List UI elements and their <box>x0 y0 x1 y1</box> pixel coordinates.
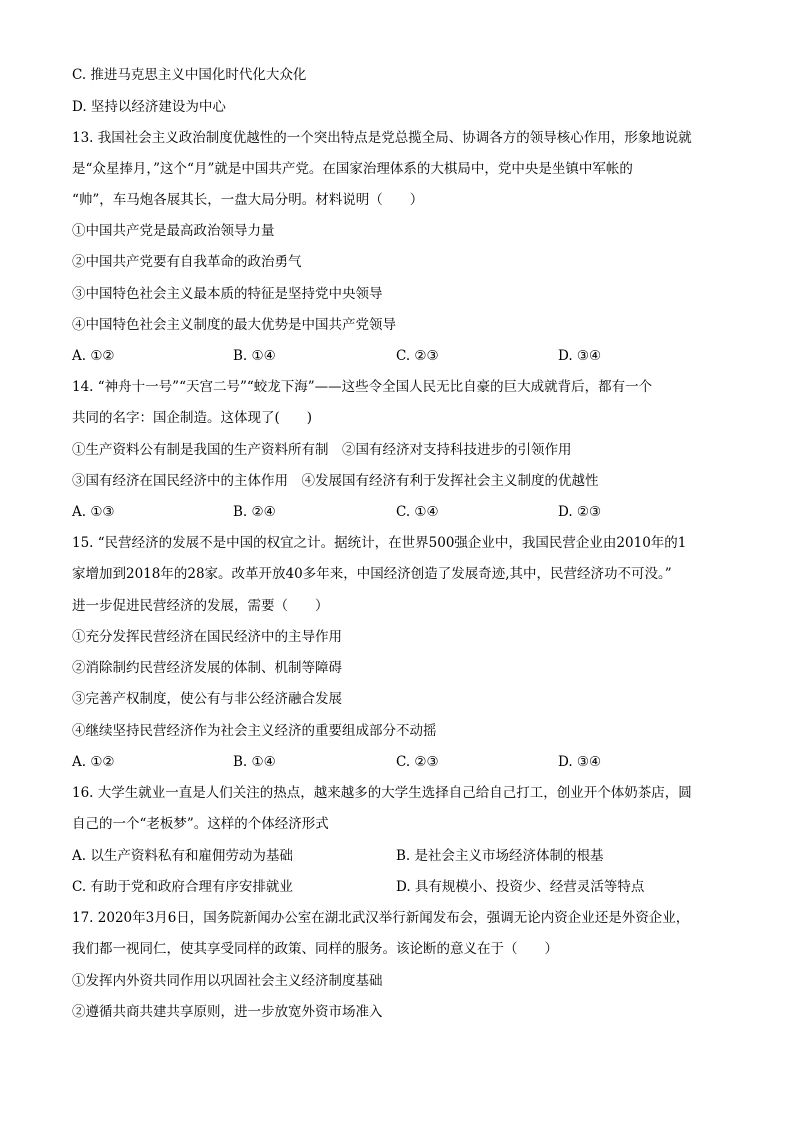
q13-choice-b: B. ①④ <box>233 348 276 364</box>
q14-stem-line-1: 14. “神舟十一号”“天宫二号”“蛟龙下海”——这些令全国人民无比自豪的巨大成就背后，都有一个 <box>72 379 653 395</box>
q15-choice-b: B. ①④ <box>233 754 276 770</box>
q14-items-line-1: ①生产资料公有制是我国的生产资料所有制 ②国有经济对支持科技进步的引领作用 <box>72 442 572 458</box>
q14-items-line-2: ③国有经济在国民经济中的主体作用 ④发展国有经济有利于发挥社会主义制度的优越性 <box>72 473 599 489</box>
q13-item-4: ④中国特色社会主义制度的最大优势是中国共产党领导 <box>72 317 396 333</box>
q13-choice-a: A. ①② <box>72 348 115 364</box>
q15-item-2: ②消除制约民营经济发展的体制、机制等障碍 <box>72 660 342 676</box>
q17-item-1: ①发挥内外资共同作用以巩固社会主义经济制度基础 <box>72 973 383 989</box>
q14-choice-b: B. ②④ <box>233 504 276 520</box>
q14-choice-c: C. ①④ <box>396 504 439 520</box>
q15-item-4: ④继续坚持民营经济作为社会主义经济的重要组成部分不动摇 <box>72 723 437 739</box>
q17-stem-line-2: 我们都一视同仁，使其享受同样的政策、同样的服务。该论断的意义在于（ ） <box>72 941 558 957</box>
q16-choice-d: D. 具有规模小、投资少、经营灵活等特点 <box>396 879 645 895</box>
q15-choice-d: D. ③④ <box>558 754 602 770</box>
q16-choice-b: B. 是社会主义市场经济体制的根基 <box>396 848 604 864</box>
q16-choice-a: A. 以生产资料私有和雇佣劳动为基础 <box>72 848 293 864</box>
q13-stem-line-3: “帅”，车马炮各展其长，一盘大局分明。材料说明（ ） <box>72 192 424 208</box>
q13-item-3: ③中国特色社会主义最本质的特征是坚持党中央领导 <box>72 286 383 302</box>
q15-item-3: ③完善产权制度，使公有与非公经济融合发展 <box>72 691 342 707</box>
q14-choice-d: D. ②③ <box>558 504 602 520</box>
q16-stem-line-2: 自己的一个“老板梦”。这样的个体经济形式 <box>72 816 329 832</box>
q12-option-d: D. 坚持以经济建设为中心 <box>72 99 226 115</box>
q17-stem-line-1: 17. 2020年3月6日，国务院新闻办公室在湖北武汉举行新闻发布会，强调无论内资企业还是外资企业， <box>72 910 690 926</box>
q13-stem-line-1: 13. 我国社会主义政治制度优越性的一个突出特点是党总揽全局、协调各方的领导核心作用，形象地说就 <box>72 130 692 146</box>
q13-choice-d: D. ③④ <box>558 348 602 364</box>
q15-stem-line-2: 家增加到2018年的28家。改革开放40多年来，中国经济创造了发展奇迹,其中，民营经济功不可没。” <box>72 566 672 582</box>
q13-stem-line-2: 是“众星捧月，”这个“月”就是中国共产党。在国家治理体系的大棋局中，党中央是坐镇中军帐的 <box>72 161 633 177</box>
q16-stem-line-1: 16. 大学生就业一直是人们关注的热点，越来越多的大学生选择自己给自己打工，创业开个体奶茶店，圆 <box>72 785 692 801</box>
q15-choice-a: A. ①② <box>72 754 115 770</box>
q15-item-1: ①充分发挥民营经济在国民经济中的主导作用 <box>72 629 342 645</box>
q13-choice-c: C. ②③ <box>396 348 439 364</box>
q14-choice-a: A. ①③ <box>72 504 115 520</box>
q13-item-1: ①中国共产党是最高政治领导力量 <box>72 223 275 239</box>
q15-stem-line-1: 15. “民营经济的发展不是中国的权宜之计。据统计，在世界500强企业中，我国民营企业由2010年的1 <box>72 535 687 551</box>
q16-choice-c: C. 有助于党和政府合理有序安排就业 <box>72 879 293 895</box>
q12-option-c: C. 推进马克思主义中国化时代化大众化 <box>72 67 307 83</box>
q14-stem-line-2: 共同的名字：国企制造。这体现了( ) <box>72 410 313 426</box>
q15-choice-c: C. ②③ <box>396 754 439 770</box>
q15-stem-line-3: 进一步促进民营经济的发展，需要（ ） <box>72 598 329 614</box>
q13-item-2: ②中国共产党要有自我革命的政治勇气 <box>72 254 302 270</box>
q17-item-2: ②遵循共商共建共享原则，进一步放宽外资市场准入 <box>72 1004 383 1020</box>
